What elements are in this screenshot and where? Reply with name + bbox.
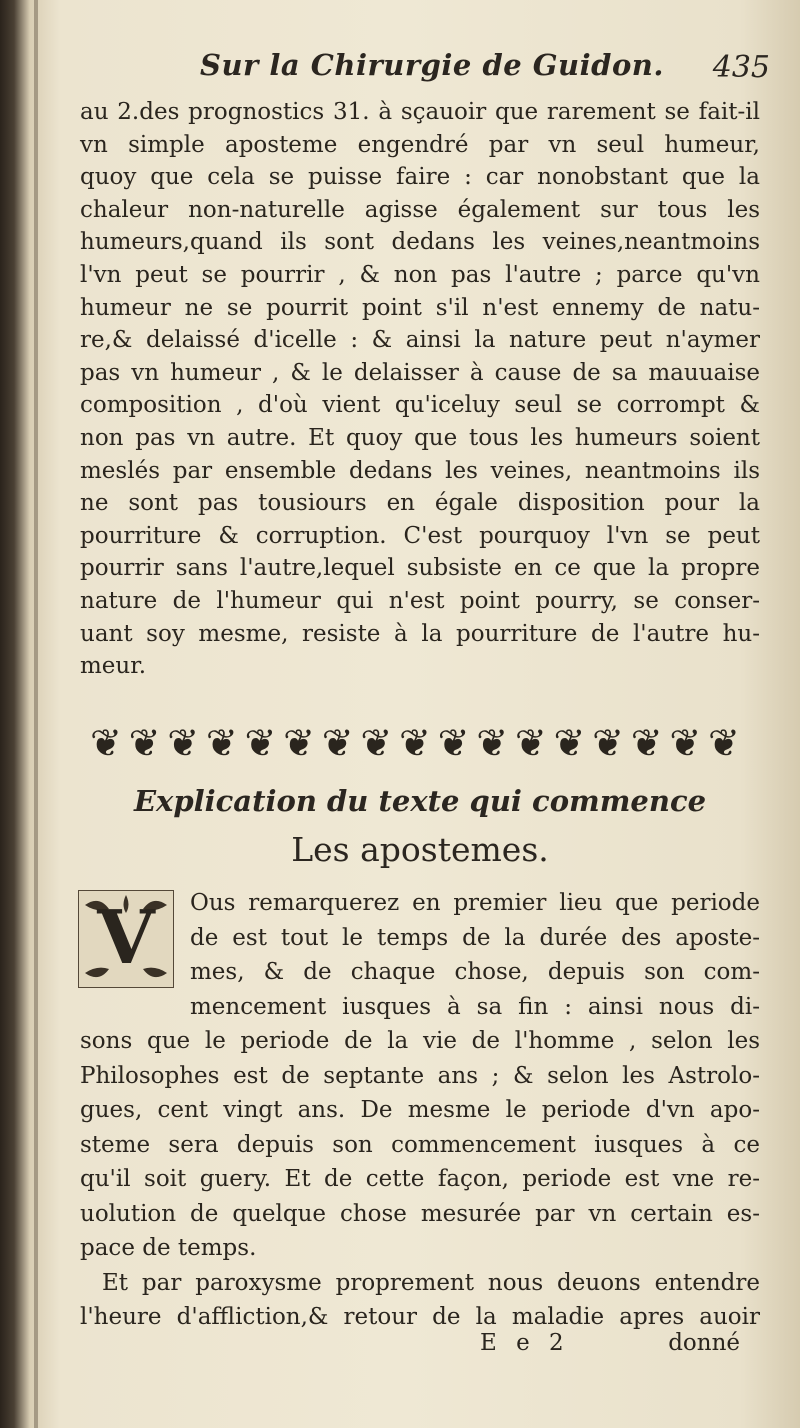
fleuron-ornament-band — [90, 718, 740, 768]
fleuron-icon: ❦ — [437, 721, 470, 765]
text-line: mencement iusques à sa fin : ainsi nous di- — [190, 993, 760, 1020]
fleuron-icon: ❦ — [669, 721, 702, 765]
fleuron-icon: ❦ — [553, 721, 586, 765]
page-footer — [80, 1330, 740, 1364]
drop-cap-letter: V — [97, 895, 155, 981]
text-line: Ous remarquerez en premier lieu que periode — [190, 890, 760, 916]
fleuron-icon: ❦ — [283, 721, 315, 765]
page-header — [80, 48, 770, 92]
catchword: donné — [668, 1330, 740, 1356]
text-line: re,& delaissé d'icelle : & ainsi la nature peut n'aymer — [80, 327, 760, 354]
section-title: Explication du texte qui commence — [133, 784, 707, 818]
text-line: au 2.des prognostics 31. à sçauoir que rarement se fait-il — [80, 99, 760, 125]
fleuron-icon: ❦ — [167, 721, 200, 765]
text-line: Philosophes est de septante ans ; & selon les Astrolo- — [80, 1062, 760, 1089]
page-number: 435 — [712, 50, 770, 85]
fleuron-icon: ❦ — [476, 721, 509, 765]
text-line: pas vn humeur , & le delaisser à cause de sa mauuaise — [80, 359, 760, 386]
text-line: steme sera depuis son commencement iusques à ce — [80, 1131, 760, 1158]
fleuron-icon: ❦ — [592, 721, 624, 765]
section-subtitle: Les apostemes. — [291, 830, 549, 869]
running-title: Sur la Chirurgie de Guidon. — [200, 48, 664, 82]
text-line: meslés par ensemble dedans les veines, neantmoins ils — [80, 457, 760, 484]
text-line: chaleur non-naturelle agisse également sur tous les — [80, 196, 760, 223]
text-line: quoy que cela se puisse faire : car nonobstant que la — [80, 164, 760, 191]
paragraph-1 — [80, 96, 760, 683]
text-line: sons que le periode de la vie de l'homme , selon les — [80, 1028, 760, 1054]
text-line: Et par paroxysme proprement nous deuons entendre — [102, 1269, 760, 1296]
text-line: l'heure d'affliction,& retour de la maladie apres auoir — [80, 1304, 760, 1330]
text-line: de est tout le temps de la durée des aposte- — [190, 924, 760, 951]
text-line: composition , d'où vient qu'iceluy seul se corrompt & — [80, 392, 760, 419]
page-gutter — [34, 0, 38, 1428]
fleuron-icon: ❦ — [321, 721, 354, 765]
text-line: pace de temps. — [80, 1235, 257, 1261]
text-line: non pas vn autre. Et quoy que tous les humeurs soient — [80, 424, 760, 451]
text-line: vn simple aposteme engendré par vn seul humeur, — [80, 131, 760, 158]
text-line: nature de l'humeur qui n'est point pourry, se conser- — [80, 587, 760, 614]
text-line: humeur ne se pourrit point s'il n'est ennemy de natu- — [80, 294, 760, 321]
text-line: meur. — [80, 653, 147, 680]
text-line: qu'il soit guery. Et de cette façon, periode est vne re- — [80, 1166, 760, 1192]
text-line: l'vn peut se pourrir , & non pas l'autre ; parce qu'vn — [80, 261, 760, 288]
text-line: uolution de quelque chose mesurée par vn certain es- — [80, 1200, 760, 1227]
fleuron-icon: ❦ — [708, 721, 740, 765]
fleuron-icon: ❦ — [128, 721, 161, 765]
text-line: ne sont pas tousiours en égale disposition pour la — [80, 490, 760, 517]
fleuron-icon: ❦ — [630, 721, 663, 765]
text-line: uant soy mesme, resiste à la pourriture de l'autre hu- — [80, 620, 760, 647]
fleuron-icon: ❦ — [205, 721, 238, 765]
text-line: pourriture & corruption. C'est pourquoy l'vn se peut — [80, 522, 760, 549]
fleuron-icon: ❦ — [244, 721, 277, 765]
signature-mark: E e 2 — [480, 1330, 570, 1356]
text-line: mes, & de chaque chose, depuis son com- — [190, 959, 760, 985]
fleuron-icon: ❦ — [399, 721, 431, 765]
text-line: gues, cent vingt ans. De mesme le periode d'vn apo- — [80, 1097, 760, 1123]
fleuron-icon: ❦ — [360, 721, 393, 765]
fleuron-icon: ❦ — [90, 721, 122, 765]
text-line: humeurs,quand ils sont dedans les veines,neantmoins — [80, 229, 760, 256]
fleuron-icon: ❦ — [514, 721, 547, 765]
text-line: pourrir sans l'autre,lequel subsiste en ce que la propre — [80, 555, 760, 582]
paragraph-2 — [80, 886, 760, 1335]
